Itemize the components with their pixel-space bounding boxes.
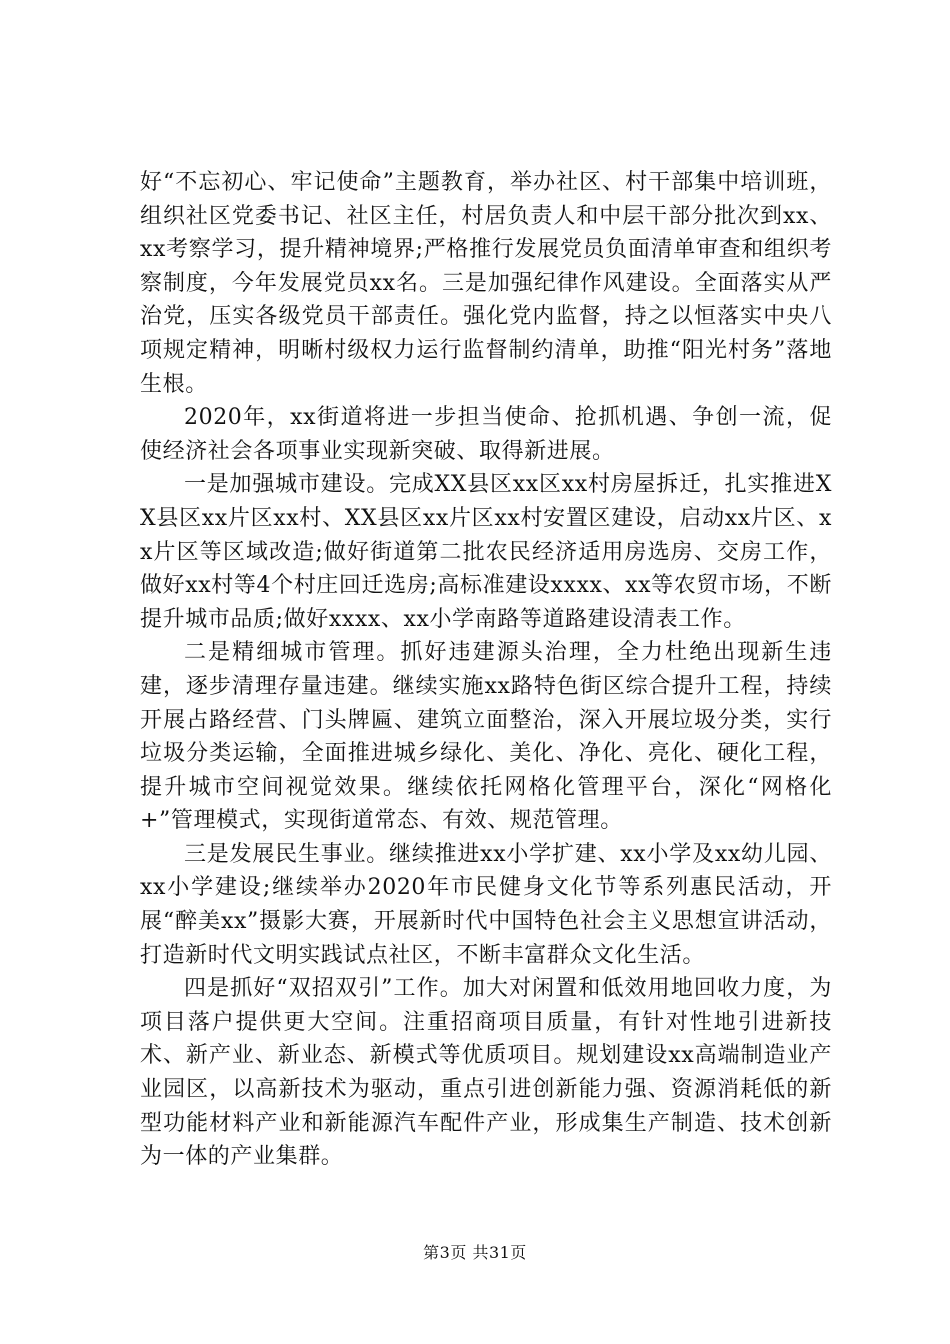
- paragraph-investment-attraction: 四是抓好“双招双引”工作。加大对闲置和低效用地回收力度，为项目落户提供更大空间。注重招商项目质量，有针对性地引进新技术、新产业、新业态、新模式等优质项目。规划建设xx高端制造业产业园区，以高新技术为驱动，重点引进创新能力强、资源消耗低的新型功能材料产业和新能源汽车配件产业，形成集生产制造、技术创新为一体的产业集群。: [140, 976, 832, 1170]
- paragraph-party-building-continued: 好“不忘初心、牢记使命”主题教育，举办社区、村干部集中培训班，组织社区党委书记、社区主任，村居负责人和中层干部分批次到xx、xx考察学习，提升精神境界;严格推行发展党员负面清单审查和组织考察制度，今年发展党员xx名。三是加强纪律作风建设。全面落实从严治党，压实各级党员干部责任。强化党内监督，持之以恒落实中央八项规定精神，明晰村级权力运行监督制约清单，助推“阳光村务”落地生根。: [140, 170, 832, 397]
- paragraph-2020-outlook: 2020年，xx街道将进一步担当使命、抢抓机遇、争创一流，促使经济社会各项事业实现新突破、取得新进展。: [140, 405, 832, 464]
- paragraph-livelihood: 三是发展民生事业。继续推进xx小学扩建、xx小学及xx幼儿园、xx小学建设;继续举办2020年市民健身文化节等系列惠民活动，开展“醉美xx”摄影大赛，开展新时代中国特色社会主义思想宣讲活动，打造新时代文明实践试点社区，不断丰富群众文化生活。: [140, 841, 832, 968]
- document-body: [140, 166, 832, 1174]
- page-number-footer: 第3页 共31页: [423, 1243, 527, 1262]
- paragraph-urban-construction: 一是加强城市建设。完成XX县区xx区xx村房屋拆迁，扎实推进XX县区xx片区xx村、XX县区xx片区xx村安置区建设，启动xx片区、xx片区等区域改造;做好街道第二批农民经济适用房选房、交房工作，做好xx村等4个村庄回迁选房;高标准建设xxxx、xx等农贸市场，不断提升城市品质;做好xxxx、xx小学南路等道路建设清表工作。: [140, 472, 832, 632]
- paragraph-urban-management: 二是精细城市管理。抓好违建源头治理，全力杜绝出现新生违建，逐步清理存量违建。继续实施xx路特色街区综合提升工程，持续开展占路经营、门头牌匾、建筑立面整治，深入开展垃圾分类，实行垃圾分类运输，全面推进城乡绿化、美化、净化、亮化、硬化工程，提升城市空间视觉效果。继续依托网格化管理平台，深化“网格化+”管理模式，实现街道常态、有效、规范管理。: [140, 640, 832, 834]
